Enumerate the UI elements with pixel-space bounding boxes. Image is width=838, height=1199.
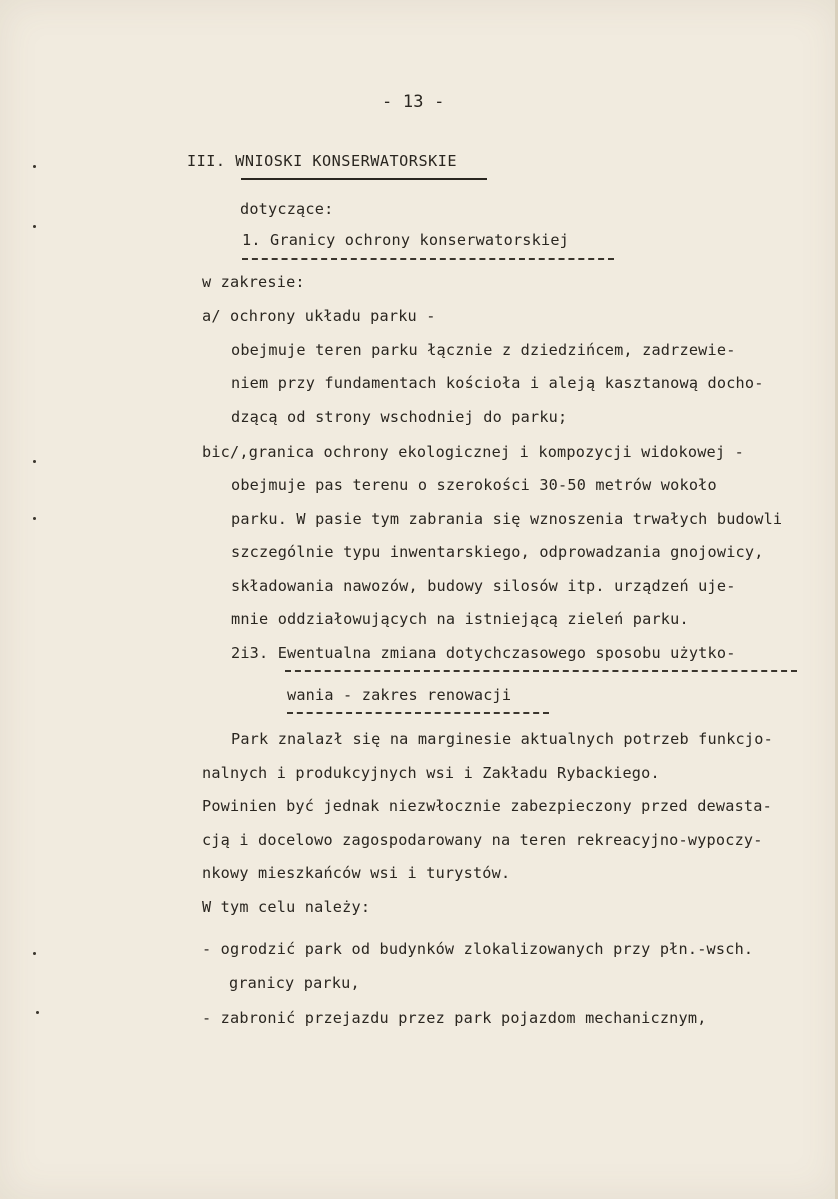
list-item: - zabronić przejazdu przez park pojazdom mechanicznym, xyxy=(202,1009,707,1027)
margin-mark xyxy=(33,952,36,955)
page-number: - 13 - xyxy=(382,92,445,112)
subsection-underline xyxy=(287,712,549,714)
text-line: w zakresie: xyxy=(202,273,305,291)
text-line: dzącą od strony wschodniej do parku; xyxy=(231,408,568,426)
subsection-underline xyxy=(242,258,614,260)
list-item-continued: granicy parku, xyxy=(229,974,360,992)
text-line: nalnych i produkcyjnych wsi i Zakładu Rybackiego. xyxy=(202,764,660,782)
margin-mark xyxy=(33,165,36,168)
text-line: niem przy fundamentach kościoła i aleją kasztanową docho- xyxy=(231,374,764,392)
text-line: nkowy mieszkańców wsi i turystów. xyxy=(202,864,511,882)
margin-mark xyxy=(33,460,36,463)
text-line: mnie oddziałowujących na istniejącą zieleń parku. xyxy=(231,610,689,628)
margin-mark xyxy=(36,1011,39,1014)
text-line: obejmuje teren parku łącznie z dziedzińcem, zadrzewie- xyxy=(231,341,736,359)
section-heading: III. WNIOSKI KONSERWATORSKIE xyxy=(187,152,458,170)
text-line: szczególnie typu inwentarskiego, odprowadzania gnojowicy, xyxy=(231,543,764,561)
text-line: W tym celu należy: xyxy=(202,898,371,916)
subsection-underline xyxy=(285,670,797,672)
text-line: a/ ochrony układu parku - xyxy=(202,307,436,325)
margin-mark xyxy=(33,225,36,228)
subsection-title: 1. Granicy ochrony konserwatorskiej xyxy=(242,231,570,249)
text-line: parku. W pasie tym zabrania się wznoszenia trwałych budowli xyxy=(231,510,783,528)
text-line: Powinien być jednak niezwłocznie zabezpieczony przed dewasta- xyxy=(202,797,772,815)
margin-mark xyxy=(33,517,36,520)
subsection-title: 2i3. Ewentualna zmiana dotychczasowego sposobu użytko- xyxy=(231,644,736,662)
text-line: cją i docelowo zagospodarowany na teren rekreacyjno-wypoczy- xyxy=(202,831,763,849)
text-line: obejmuje pas terenu o szerokości 30-50 metrów wokoło xyxy=(231,476,717,494)
text-line: bic/,granica ochrony ekologicznej i kompozycji widokowej - xyxy=(202,443,744,461)
heading-underline xyxy=(241,178,487,180)
text-line: dotyczące: xyxy=(240,200,334,218)
text-line: Park znalazł się na marginesie aktualnych potrzeb funkcjo- xyxy=(231,730,773,748)
list-item: - ogrodzić park od budynków zlokalizowanych przy płn.-wsch. xyxy=(202,940,754,958)
text-line: składowania nawozów, budowy silosów itp. urządzeń uje- xyxy=(231,577,736,595)
subsection-title-continued: wania - zakres renowacji xyxy=(287,686,512,704)
